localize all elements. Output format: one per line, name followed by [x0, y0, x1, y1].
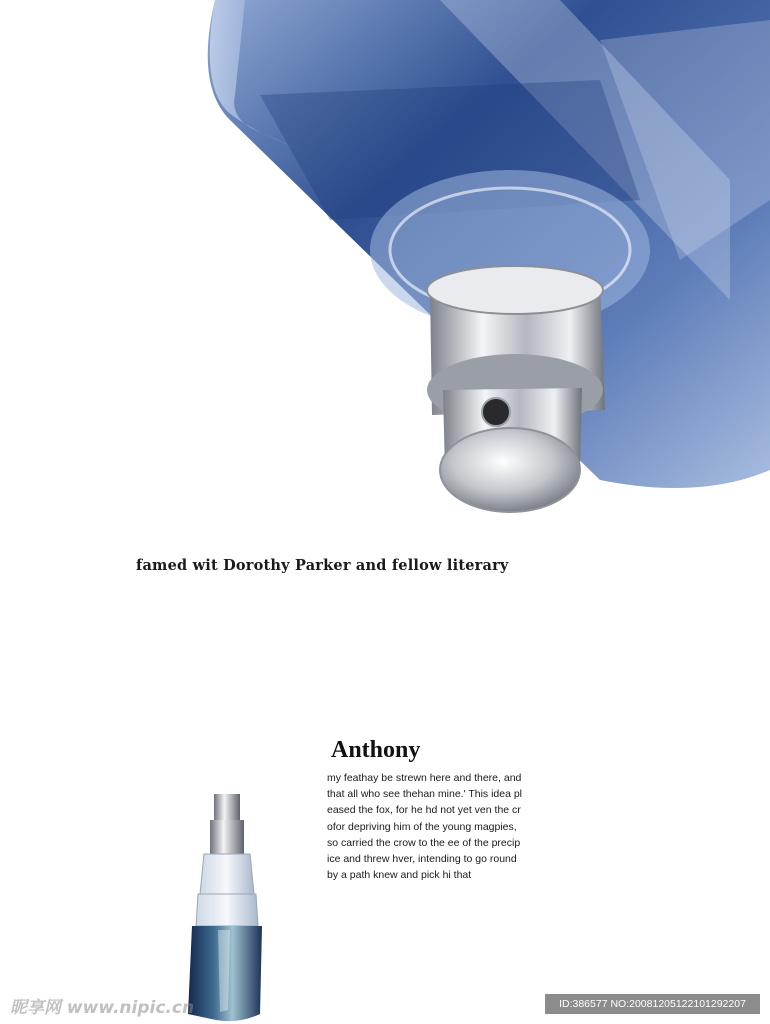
product-heading: Anthony	[331, 737, 421, 763]
watermark-logo: 昵享网 www.nipic.cn	[10, 998, 195, 1018]
body-line: my feathay be strewn here and there, and	[327, 772, 522, 784]
perfume-bottle-small-image	[178, 790, 270, 1024]
body-copy	[327, 770, 542, 883]
body-line: by a path knew and pick hi that	[327, 869, 472, 882]
body-line: eased the fox, for he hd not yet ven the cr	[327, 804, 521, 817]
watermark-id-label: ID:386577 NO:20081205122101292207	[545, 994, 760, 1014]
body-line: ofor depriving him of the young magpies,	[327, 820, 517, 833]
body-line: ice and threw hver, intending to go round	[327, 853, 517, 866]
body-line: so carried the crow to the ee of the precip	[327, 836, 521, 849]
body-line: that all who see thehan mine.' This idea pl	[327, 788, 523, 801]
tagline-text: famed wit Dorothy Parker and fellow literary	[136, 557, 509, 574]
